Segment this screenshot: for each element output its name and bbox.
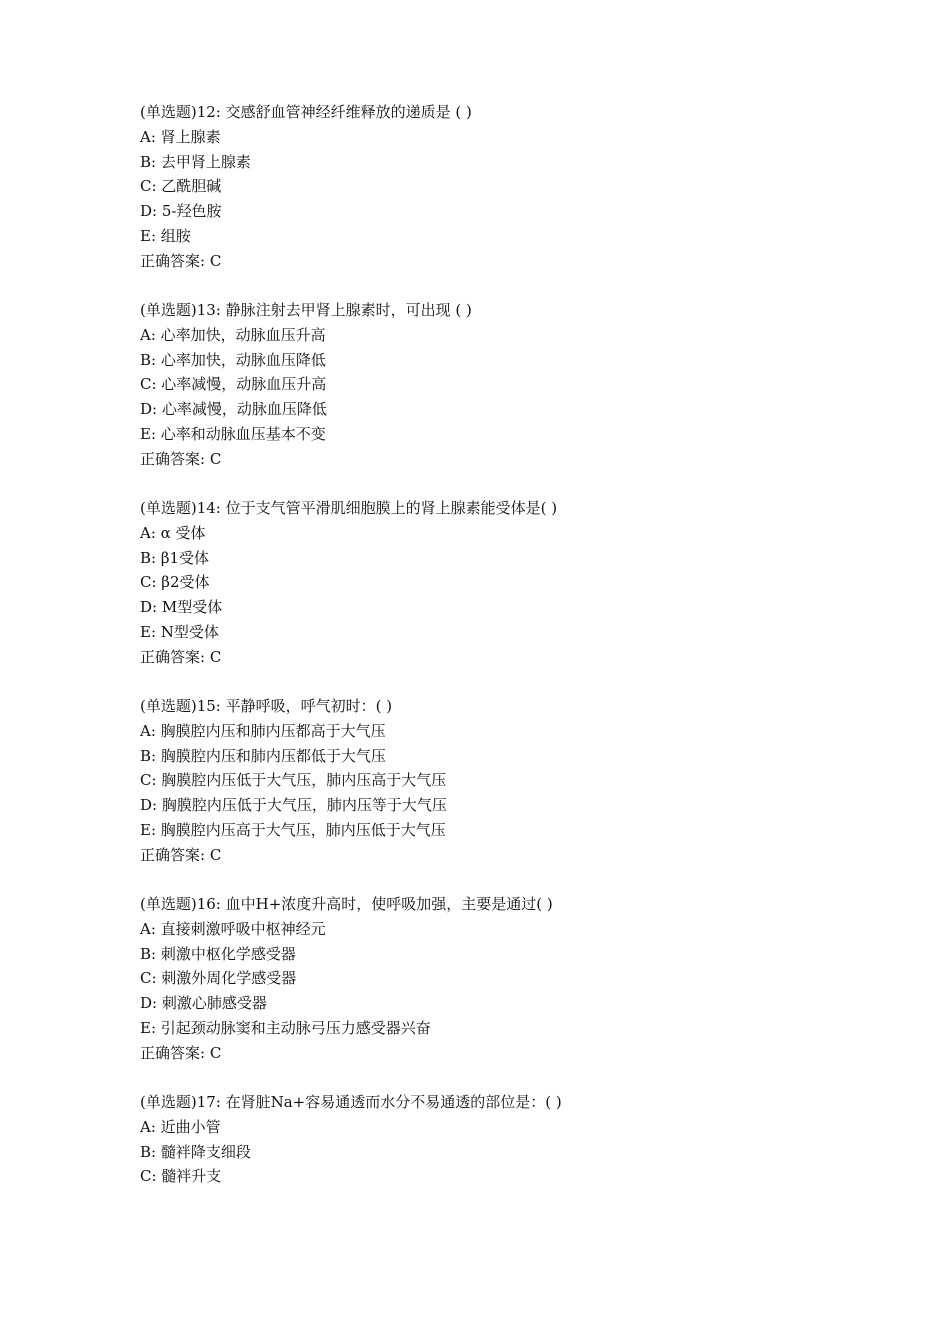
option-b: B: 去甲肾上腺素: [140, 152, 251, 171]
question-16: [140, 892, 840, 1065]
option-b: B: β1受体: [140, 548, 210, 567]
correct-answer: 正确答案: C: [140, 449, 222, 468]
option-e: E: N型受体: [140, 622, 219, 641]
option-e: E: 胸膜腔内压高于大气压，肺内压低于大气压: [140, 820, 446, 839]
question-stem: (单选题)15: 平静呼吸，呼气初时：( ): [140, 697, 393, 715]
question-12: [140, 100, 840, 273]
option-a: A: 胸膜腔内压和肺内压都高于大气压: [140, 721, 386, 740]
question-stem: (单选题)17: 在肾脏Na+容易通透而水分不易通透的部位是：( ): [140, 1093, 562, 1111]
option-c: C: 胸膜腔内压低于大气压，肺内压高于大气压: [140, 771, 447, 790]
option-a: A: 肾上腺素: [140, 127, 221, 146]
correct-answer: 正确答案: C: [140, 251, 222, 270]
option-d: D: 刺激心肺感受器: [140, 994, 267, 1012]
correct-answer: 正确答案: C: [140, 647, 222, 666]
option-b: B: 刺激中枢化学感受器: [140, 944, 296, 963]
question-14: [140, 496, 840, 669]
question-stem: (单选题)13: 静脉注射去甲肾上腺素时，可出现 ( ): [140, 301, 472, 319]
option-b: B: 胸膜腔内压和肺内压都低于大气压: [140, 746, 386, 765]
question-17: [140, 1090, 840, 1189]
document-page: [140, 100, 840, 1214]
question-stem: (单选题)16: 血中H+浓度升高时，使呼吸加强，主要是通过( ): [140, 895, 553, 913]
option-d: D: 胸膜腔内压低于大气压，肺内压等于大气压: [140, 796, 447, 814]
option-e: E: 组胺: [140, 226, 191, 245]
option-b: B: 心率加快，动脉血压降低: [140, 350, 326, 369]
option-e: E: 心率和动脉血压基本不变: [140, 424, 326, 443]
option-c: C: 心率减慢，动脉血压升高: [140, 375, 327, 394]
option-c: C: 髓袢升支: [140, 1167, 222, 1186]
option-a: A: 心率加快，动脉血压升高: [140, 325, 326, 344]
option-a: A: 近曲小管: [140, 1117, 221, 1136]
question-13: [140, 298, 840, 471]
question-stem: (单选题)14: 位于支气管平滑肌细胞膜上的肾上腺素能受体是( ): [140, 499, 558, 517]
option-c: C: 乙酰胆碱: [140, 177, 222, 196]
correct-answer: 正确答案: C: [140, 845, 222, 864]
option-a: A: α 受体: [140, 523, 206, 542]
option-d: D: 心率减慢，动脉血压降低: [140, 400, 327, 418]
option-e: E: 引起颈动脉窦和主动脉弓压力感受器兴奋: [140, 1018, 431, 1037]
question-15: [140, 694, 840, 867]
option-d: D: M型受体: [140, 598, 223, 616]
question-stem: (单选题)12: 交感舒血管神经纤维释放的递质是 ( ): [140, 103, 472, 121]
option-c: C: β2受体: [140, 573, 210, 592]
option-c: C: 刺激外周化学感受器: [140, 969, 297, 988]
option-d: D: 5-羟色胺: [140, 202, 222, 220]
option-b: B: 髓袢降支细段: [140, 1142, 251, 1161]
correct-answer: 正确答案: C: [140, 1043, 222, 1062]
option-a: A: 直接刺激呼吸中枢神经元: [140, 919, 326, 938]
